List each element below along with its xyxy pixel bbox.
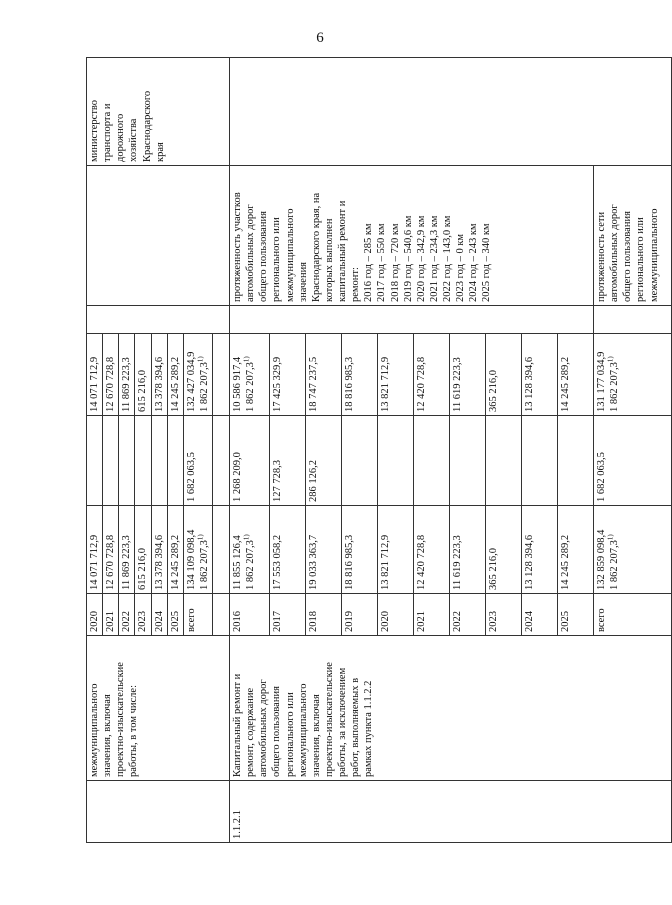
total-cell: 14 245 289,2 xyxy=(558,506,594,594)
fed-cell: 1 268 209,0 xyxy=(230,416,270,506)
indicator-cell: протяженность сети автомобильных дорог общего пользования регионального или межмуниципального xyxy=(594,166,672,306)
rotated-table-sheet xyxy=(86,58,660,843)
other-cell xyxy=(87,306,230,334)
other-cell xyxy=(594,306,672,334)
item-number-cell xyxy=(87,781,230,843)
year-cell: всего xyxy=(594,594,672,636)
reg-cell: 12 670 728,8 xyxy=(103,334,119,416)
year-cell: 2018 xyxy=(306,594,342,636)
year-cell: 2023 xyxy=(135,594,151,636)
item-description-cell: межмуниципального значения, включая проектно-изыскательские работы, в том числе: xyxy=(87,636,230,781)
total-cell: 17 553 058,2 xyxy=(270,506,306,594)
year-cell: 2020 xyxy=(87,594,103,636)
other-cell xyxy=(230,306,594,334)
fed-cell xyxy=(87,416,103,506)
total-cell: 132 859 098,4 1 862 207,3$^{1)}$ xyxy=(594,506,672,594)
reg-cell: 615 216,0 xyxy=(135,334,151,416)
responsible-cell: министерство транспорта и дорожного хозяйства Краснодарского края xyxy=(87,58,230,166)
reg-cell: 17 425 329,9 xyxy=(270,334,306,416)
year-cell: всего xyxy=(183,594,212,636)
year-cell: 2024 xyxy=(151,594,167,636)
reg-cell: 10 586 917,4 1 862 207,3$^{1)}$ xyxy=(230,334,270,416)
reg-cell: 12 420 728,8 xyxy=(414,334,450,416)
fed-cell: 1 682 063,5 xyxy=(183,416,212,506)
year-cell: 2022 xyxy=(119,594,135,636)
indicator-cell xyxy=(87,166,230,306)
total-cell: 18 816 985,3 xyxy=(342,506,378,594)
fed-cell xyxy=(486,416,522,506)
fed-cell xyxy=(522,416,558,506)
fed-cell xyxy=(558,416,594,506)
reg-cell: 18 747 237,5 xyxy=(306,334,342,416)
fed-cell xyxy=(414,416,450,506)
program-table xyxy=(86,57,672,843)
year-cell: 2021 xyxy=(103,594,119,636)
total-cell: 134 109 098,4 1 862 207,3$^{1)}$ xyxy=(183,506,212,594)
total-cell: 11 869 223,3 xyxy=(119,506,135,594)
year-cell: 2023 xyxy=(486,594,522,636)
fed-cell: 1 682 063,5 xyxy=(594,416,672,506)
indicator-cell: протяженность участков автомобильных дорог общего пользования регионального или межмуниципального значения Краснодарского края, на которых выполнен капитальный ремонт и ремонт: 2016 год – 285 км 2017 год – 550 км 2018 год – 720 км 2019 год – 540,6 км 2020 год – 342,9 км 2021 год – 234,3 км 2022 год – 143,0 км 2023 год – 0 км 2024 год – 243 км 2025 год – 340 км xyxy=(230,166,594,306)
fed-cell: 286 126,2 xyxy=(306,416,342,506)
year-cell: 2025 xyxy=(558,594,594,636)
reg-cell: 18 816 985,3 xyxy=(342,334,378,416)
total-cell: 365 216,0 xyxy=(486,506,522,594)
reg-cell: 131 177 034,9 1 862 207,3$^{1)}$ xyxy=(594,334,672,416)
fed-cell xyxy=(167,416,183,506)
page-number: 6 xyxy=(316,30,324,46)
reg-cell: 365 216,0 xyxy=(486,334,522,416)
year-cell: 2020 xyxy=(378,594,414,636)
year-cell: 2022 xyxy=(450,594,486,636)
fed-cell xyxy=(135,416,151,506)
reg-cell: 14 071 712,9 xyxy=(87,334,103,416)
total-cell: 12 420 728,8 xyxy=(414,506,450,594)
total-cell: 11 619 223,3 xyxy=(450,506,486,594)
table-row xyxy=(87,58,103,843)
fed-cell xyxy=(378,416,414,506)
reg-cell: 13 378 394,6 xyxy=(151,334,167,416)
item-number-cell: 1.1.2.1 xyxy=(230,781,672,843)
reg-cell: 11 619 223,3 xyxy=(450,334,486,416)
year-cell: 2019 xyxy=(342,594,378,636)
fed-cell xyxy=(342,416,378,506)
reg-cell: 14 245 289,2 xyxy=(167,334,183,416)
reg-cell: 14 245 289,2 xyxy=(558,334,594,416)
year-cell: 2021 xyxy=(414,594,450,636)
reg-cell: 13 128 394,6 xyxy=(522,334,558,416)
year-cell: 2025 xyxy=(167,594,183,636)
item-description-cell: Капитальный ремонт и ремонт, содержание автомобильных дорог общего пользования регионального или межмуниципального значения, включая проектно-изыскательские работы, за исключением работ, выполняемых в рамках пункта 1.1.2.2 xyxy=(230,636,672,781)
fed-cell xyxy=(151,416,167,506)
year-cell: 2016 xyxy=(230,594,270,636)
total-cell: 19 033 363,7 xyxy=(306,506,342,594)
total-cell: 11 855 126,4 1 862 207,3$^{1)}$ xyxy=(230,506,270,594)
fed-cell: 127 728,3 xyxy=(270,416,306,506)
fed-cell xyxy=(119,416,135,506)
responsible-cell xyxy=(230,58,672,166)
reg-cell: 132 427 034,9 1 862 207,3$^{1)}$ xyxy=(183,334,212,416)
total-cell: 13 128 394,6 xyxy=(522,506,558,594)
total-cell: 14 245 289,2 xyxy=(167,506,183,594)
table-row xyxy=(230,58,270,843)
year-cell: 2024 xyxy=(522,594,558,636)
year-cell: 2017 xyxy=(270,594,306,636)
total-cell: 12 670 728,8 xyxy=(103,506,119,594)
reg-cell: 13 821 712,9 xyxy=(378,334,414,416)
total-cell: 13 378 394,6 xyxy=(151,506,167,594)
fed-cell xyxy=(450,416,486,506)
total-cell: 14 071 712,9 xyxy=(87,506,103,594)
reg-cell: 11 869 223,3 xyxy=(119,334,135,416)
total-cell: 615 216,0 xyxy=(135,506,151,594)
fed-cell xyxy=(103,416,119,506)
total-cell: 13 821 712,9 xyxy=(378,506,414,594)
